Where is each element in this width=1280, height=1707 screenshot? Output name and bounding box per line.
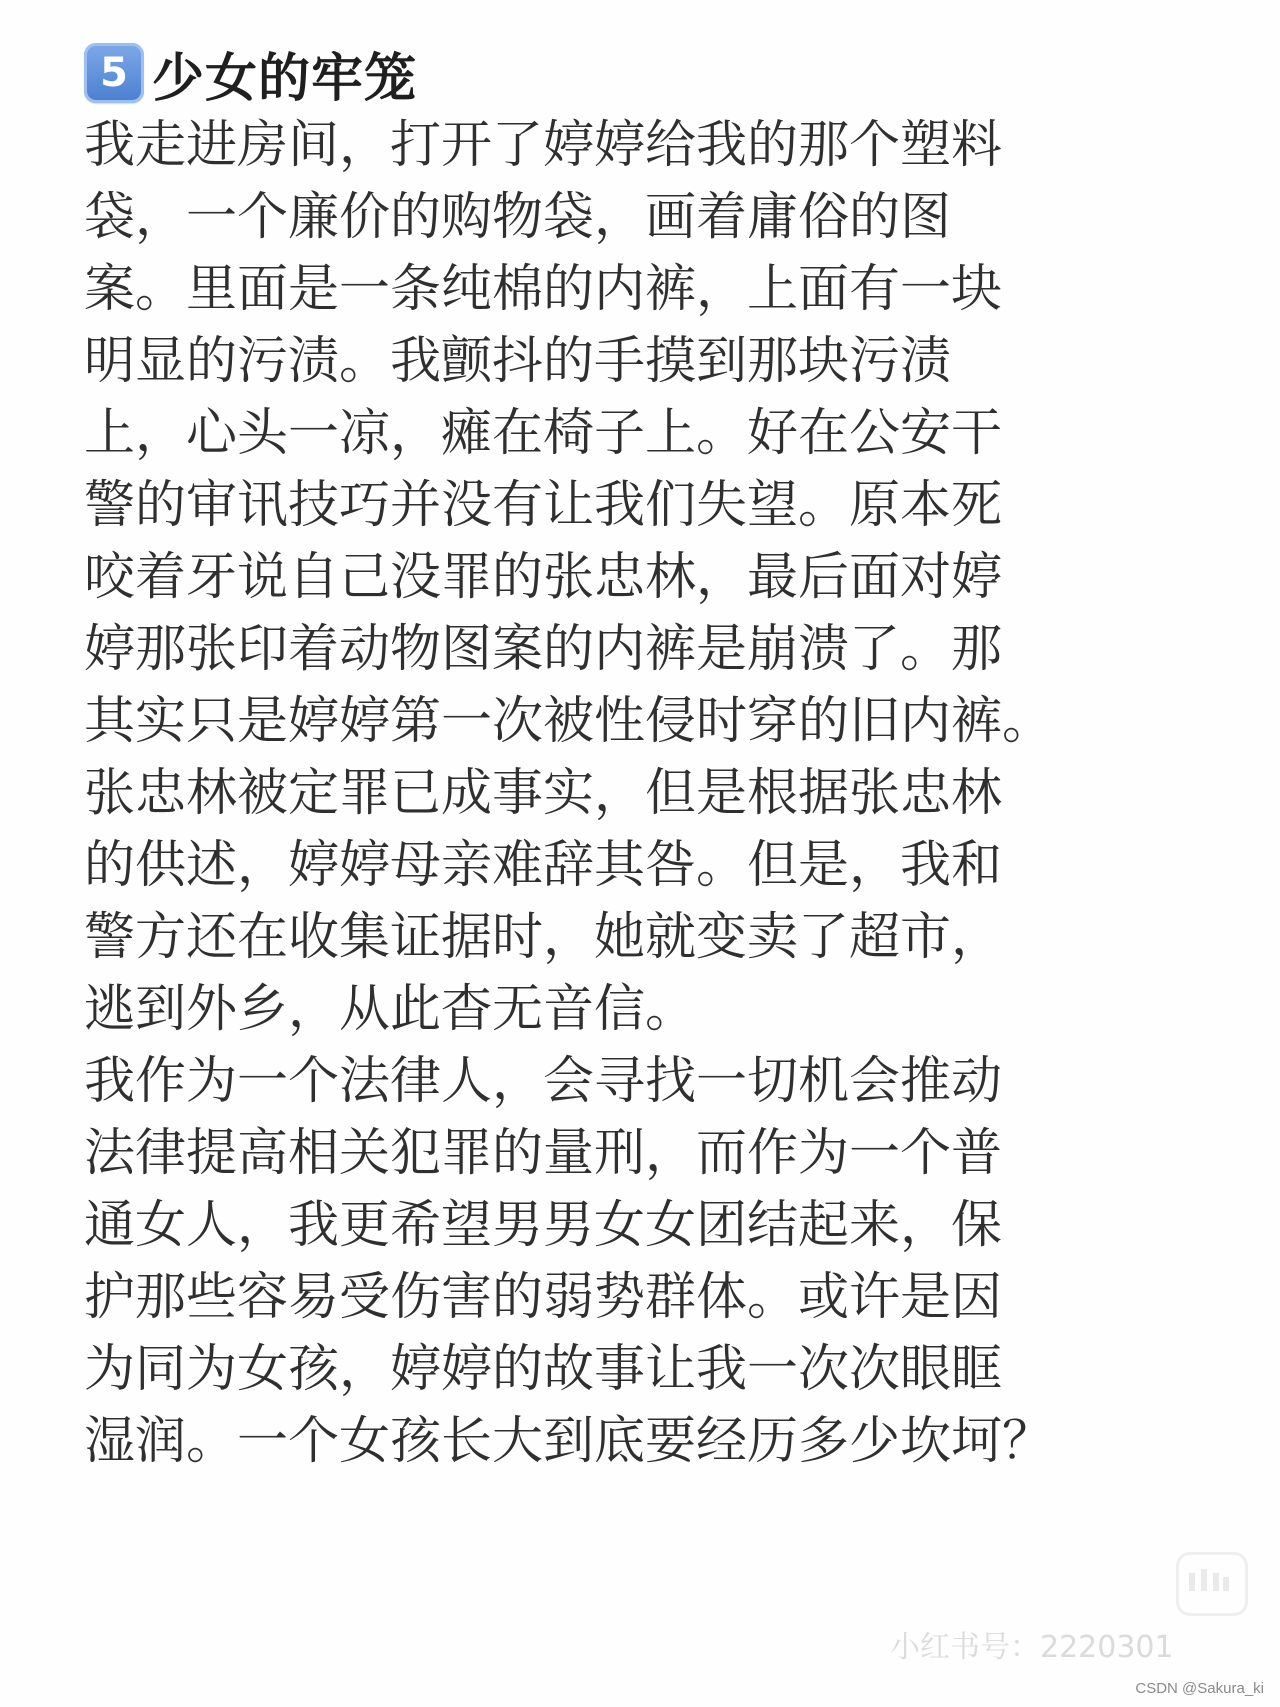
paragraph-line: 为同为女孩，婷婷的故事让我一次次眼眶	[84, 1340, 1003, 1399]
paragraph-line: 案。里面是一条纯棉的内裤，上面有一块	[84, 260, 1003, 319]
paragraph-line: 婷那张印着动物图案的内裤是崩溃了。那	[84, 620, 1003, 679]
paragraph-line: 的供述，婷婷母亲难辞其咎。但是，我和	[84, 836, 1003, 895]
paragraph-line: 警方还在收集证据时，她就变卖了超市，	[84, 908, 1003, 967]
paragraph-line: 法律提高相关犯罪的量刑，而作为一个普	[84, 1124, 1003, 1183]
paragraph-line: 其实只是婷婷第一次被性侵时穿的旧内裤。	[84, 692, 1054, 751]
paragraph-line: 警的审讯技巧并没有让我们失望。原本死	[84, 476, 1003, 535]
title-text: 少女的牢笼	[152, 48, 418, 109]
paragraph-line: 我走进房间，打开了婷婷给我的那个塑料	[84, 116, 1003, 175]
paragraph-line: 张忠林被定罪已成事实，但是根据张忠林	[84, 764, 1003, 823]
watermark-text: 小红书号：2220301	[890, 1630, 1174, 1665]
paragraph-line: 逃到外乡，从此杳无音信。	[84, 980, 697, 1039]
keycap-number: 5	[100, 50, 128, 96]
paragraph-line: 通女人，我更希望男男女女团结起来，保	[84, 1196, 1003, 1255]
watermark-logo-icon	[1176, 1552, 1248, 1616]
section-title	[84, 38, 417, 108]
paragraph-line: 咬着牙说自己没罪的张忠林，最后面对婷	[84, 548, 1003, 607]
paragraph-line: 袋，一个廉价的购物袋，画着庸俗的图	[84, 188, 952, 247]
paragraph-line: 护那些容易受伤害的弱势群体。或许是因	[84, 1268, 1003, 1327]
paragraph-line: 明显的污渍。我颤抖的手摸到那块污渍	[84, 332, 952, 391]
paragraph-line: 我作为一个法律人，会寻找一切机会推动	[84, 1052, 1003, 1111]
keycap-number-icon	[84, 43, 144, 103]
csdn-watermark: CSDN @Sakura_ki	[1135, 1680, 1264, 1697]
paragraph-line: 湿润。一个女孩长大到底要经历多少坎坷？	[84, 1412, 1054, 1471]
paragraph-line: 上，心头一凉，瘫在椅子上。好在公安干	[84, 404, 1003, 463]
